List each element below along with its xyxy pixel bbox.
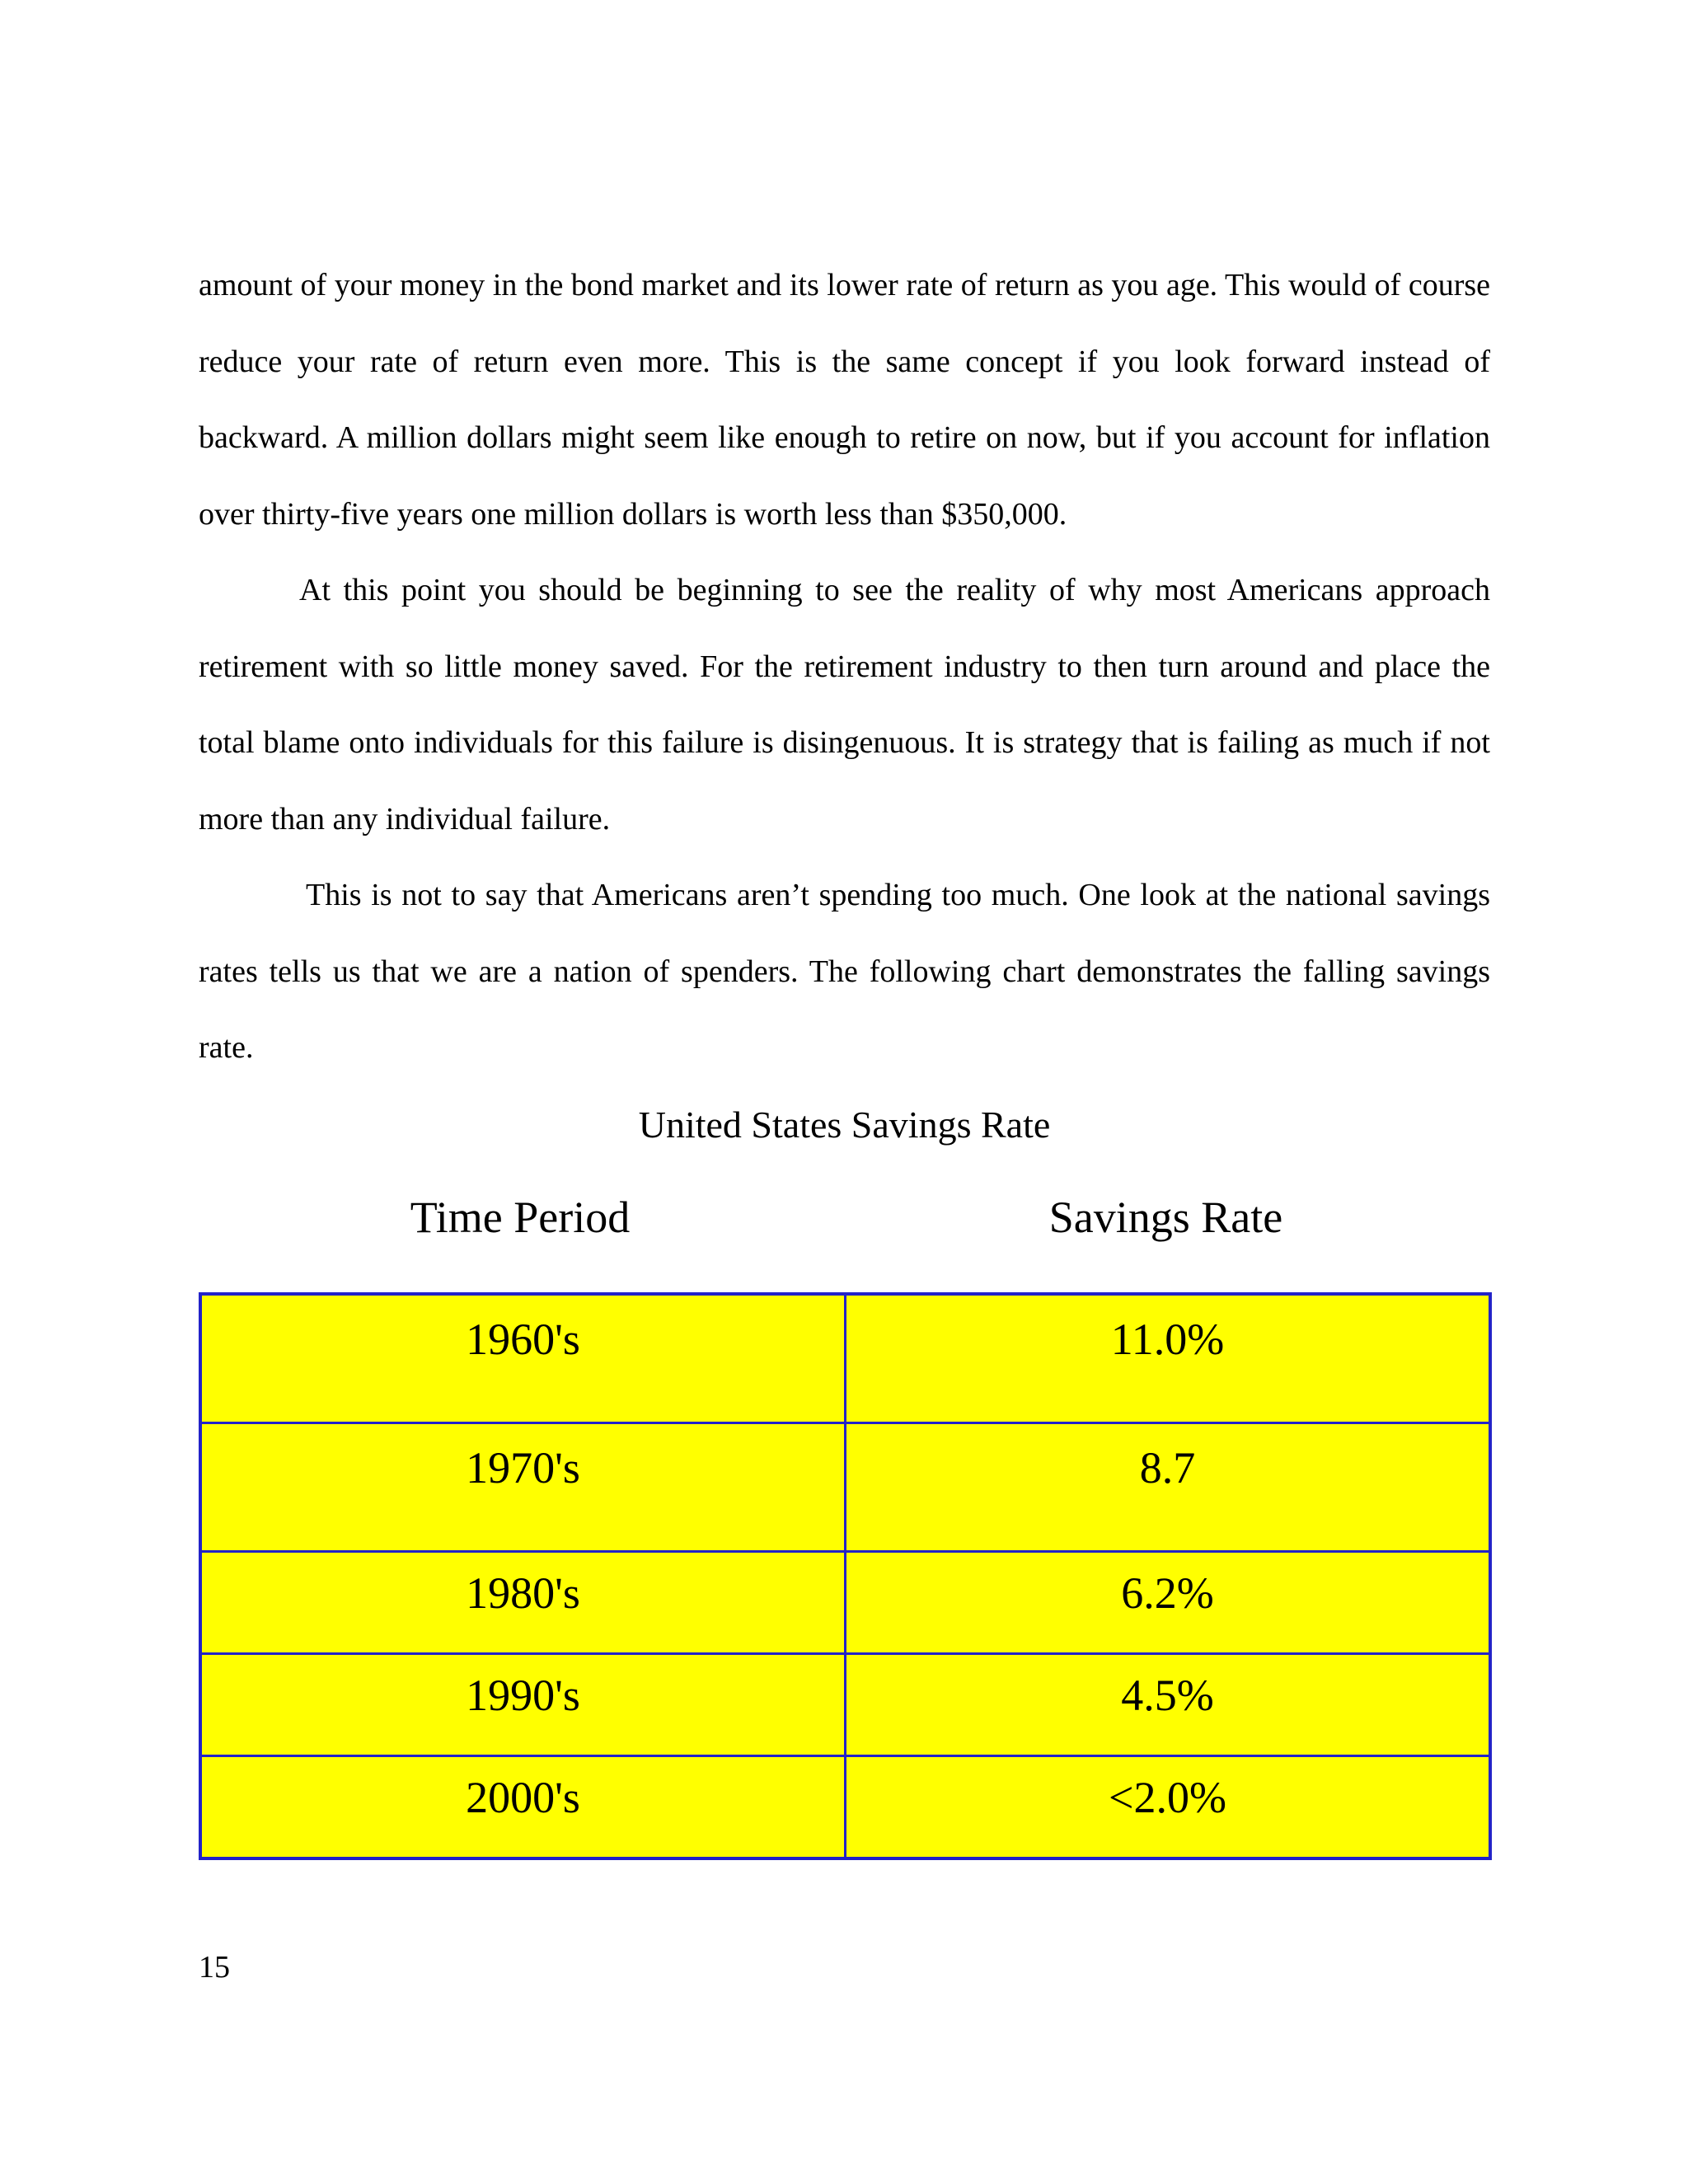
period-value: 2000's <box>466 1773 580 1822</box>
period-cell <box>200 1756 846 1859</box>
paragraph-2: At this point you should be beginning to see the reality of why most Americans approach retirement with so little money saved. For the retirement industry to then turn around and place the total blame onto individuals for this failure is disingenuous. It is strategy that is failing as much if not more than any individual failure. <box>199 573 1490 837</box>
rate-value: 4.5% <box>1121 1671 1214 1720</box>
rate-cell <box>846 1294 1491 1423</box>
savings-rate-table <box>199 1292 1492 1860</box>
period-cell <box>200 1294 846 1423</box>
rate-cell <box>846 1552 1491 1654</box>
table-title: United States Savings Rate <box>638 1104 1051 1146</box>
period-value: 1960's <box>466 1315 580 1364</box>
rate-value: 8.7 <box>1139 1443 1196 1493</box>
paragraph-3: This is not to say that Americans aren’t spending too much. One look at the national savings rates tells us that we are a nation of spenders. The following chart demonstrates the falling savings rate. <box>199 878 1490 1065</box>
table-row <box>200 1423 1490 1552</box>
rate-cell <box>846 1423 1491 1552</box>
period-value: 1990's <box>466 1671 580 1720</box>
table-row <box>200 1756 1490 1859</box>
table-row <box>200 1552 1490 1654</box>
rate-cell <box>846 1756 1491 1859</box>
table-row <box>200 1294 1490 1423</box>
table-row <box>200 1654 1490 1756</box>
period-value: 1980's <box>466 1568 580 1618</box>
rate-value: 11.0% <box>1110 1315 1225 1364</box>
page-number: 15 <box>199 1950 230 1985</box>
period-cell <box>200 1654 846 1756</box>
period-cell <box>200 1423 846 1552</box>
column-header-time-period: Time Period <box>410 1193 631 1242</box>
rate-value: <2.0% <box>1109 1773 1226 1822</box>
period-cell <box>200 1552 846 1654</box>
body-text <box>199 247 1490 1086</box>
column-header-savings-rate: Savings Rate <box>1048 1193 1283 1242</box>
period-value: 1970's <box>466 1443 580 1493</box>
rate-value: 6.2% <box>1121 1568 1214 1618</box>
rate-cell <box>846 1654 1491 1756</box>
paragraph-1: amount of your money in the bond market and its lower rate of return as you age. This would of course reduce your rate of return even more. This is the same concept if you look forward instead of backward. A million dollars might seem like enough to retire on now, but if you account for inflation over thirty-five years one million dollars is worth less than $350,000. <box>199 268 1490 532</box>
